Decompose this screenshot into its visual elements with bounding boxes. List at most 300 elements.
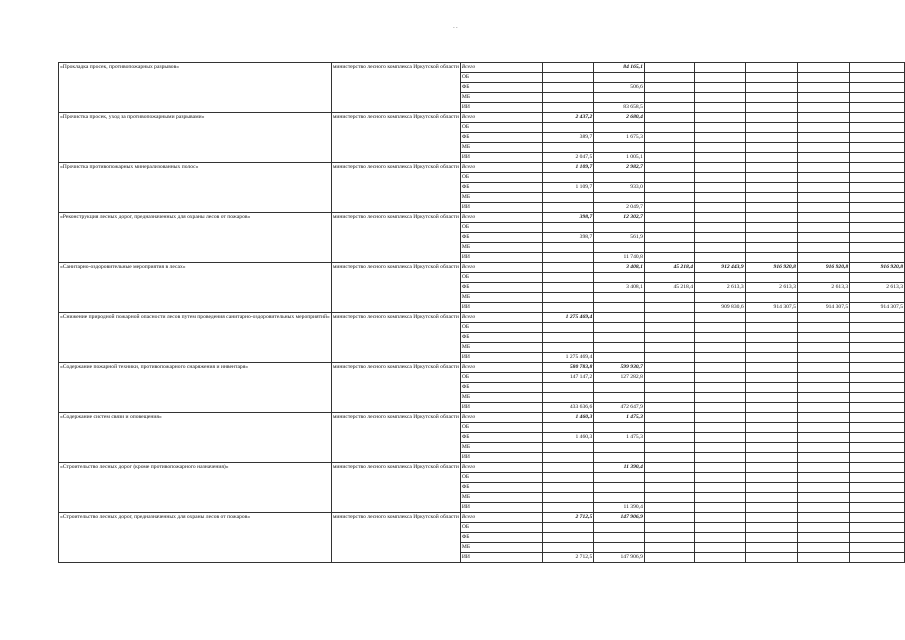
amount-cell — [644, 453, 694, 463]
funding-source: Всего — [460, 213, 542, 223]
amount-cell — [695, 293, 746, 303]
amount-cell — [644, 403, 694, 413]
amount-cell — [797, 63, 849, 73]
amount-cell — [644, 383, 694, 393]
funding-source: МБ — [460, 243, 542, 253]
amount-cell — [797, 173, 849, 183]
amount-cell — [594, 243, 645, 253]
amount-cell — [542, 533, 593, 543]
amount-cell — [695, 233, 746, 243]
amount-cell: 11 390,4 — [594, 463, 645, 473]
funding-source: ФБ — [460, 83, 542, 93]
amount-cell: 389,7 — [542, 133, 593, 143]
amount-cell — [695, 343, 746, 353]
funding-source: МБ — [460, 493, 542, 503]
amount-cell — [695, 453, 746, 463]
amount-cell — [594, 193, 645, 203]
funding-source: Всего — [460, 363, 542, 373]
amount-cell — [542, 173, 593, 183]
funding-source: ОБ — [460, 173, 542, 183]
amount-cell — [542, 503, 593, 513]
amount-cell — [644, 553, 694, 563]
amount-cell: 914 307,5 — [745, 303, 797, 313]
amount-cell: 1 275 469,4 — [542, 353, 593, 363]
amount-cell — [745, 523, 797, 533]
executor-name: министерство лесного комплекса Иркутской области — [331, 213, 460, 263]
amount-cell — [797, 423, 849, 433]
amount-cell — [850, 543, 905, 553]
funding-source: ФБ — [460, 183, 542, 193]
amount-cell — [797, 483, 849, 493]
funding-source: ФБ — [460, 383, 542, 393]
amount-cell — [644, 63, 694, 73]
funding-source: МБ — [460, 293, 542, 303]
amount-cell: 1 109,7 — [542, 183, 593, 193]
amount-cell — [850, 83, 905, 93]
amount-cell — [797, 363, 849, 373]
amount-cell — [695, 543, 746, 553]
amount-cell — [695, 153, 746, 163]
executor-name: министерство лесного комплекса Иркутской области — [331, 113, 460, 163]
amount-cell: 127 282,8 — [594, 373, 645, 383]
amount-cell — [745, 473, 797, 483]
amount-cell — [797, 513, 849, 523]
table-row — [59, 313, 905, 323]
amount-cell — [850, 463, 905, 473]
amount-cell — [797, 123, 849, 133]
amount-cell: 599 930,7 — [594, 363, 645, 373]
funding-source: ИИ — [460, 253, 542, 263]
amount-cell — [797, 73, 849, 83]
amount-cell — [850, 213, 905, 223]
amount-cell — [797, 393, 849, 403]
amount-cell — [644, 143, 694, 153]
table-row — [59, 363, 905, 373]
amount-cell — [797, 93, 849, 103]
amount-cell — [745, 293, 797, 303]
activity-name: «Санитарно-оздоровительные мероприятия в лесах» — [59, 263, 332, 313]
amount-cell — [797, 473, 849, 483]
amount-cell: 11 740,8 — [594, 253, 645, 263]
funding-source: ИИ — [460, 553, 542, 563]
amount-cell: 2 680,4 — [594, 113, 645, 123]
amount-cell — [745, 463, 797, 473]
amount-cell — [542, 283, 593, 293]
amount-cell — [850, 93, 905, 103]
amount-cell — [695, 553, 746, 563]
amount-cell — [797, 453, 849, 463]
amount-cell — [644, 463, 694, 473]
funding-source: ОБ — [460, 223, 542, 233]
amount-cell — [542, 303, 593, 313]
amount-cell: 147 906,9 — [594, 513, 645, 523]
amount-cell: 580 783,8 — [542, 363, 593, 373]
amount-cell — [542, 343, 593, 353]
amount-cell: 2 613,3 — [745, 283, 797, 293]
funding-source: Всего — [460, 463, 542, 473]
amount-cell — [797, 213, 849, 223]
amount-cell: 2 613,3 — [850, 283, 905, 293]
amount-cell — [850, 453, 905, 463]
amount-cell — [644, 353, 694, 363]
amount-cell — [850, 123, 905, 133]
amount-cell — [850, 233, 905, 243]
amount-cell — [594, 523, 645, 533]
amount-cell — [745, 143, 797, 153]
amount-cell — [745, 423, 797, 433]
amount-cell: 1 675,3 — [594, 133, 645, 143]
amount-cell — [797, 243, 849, 253]
amount-cell — [745, 73, 797, 83]
funding-source: ИИ — [460, 203, 542, 213]
amount-cell — [695, 373, 746, 383]
funding-source: Всего — [460, 513, 542, 523]
amount-cell — [850, 163, 905, 173]
amount-cell — [594, 453, 645, 463]
amount-cell — [695, 363, 746, 373]
amount-cell — [644, 183, 694, 193]
amount-cell — [695, 213, 746, 223]
amount-cell — [644, 513, 694, 523]
amount-cell — [695, 533, 746, 543]
amount-cell — [594, 383, 645, 393]
amount-cell: 561,9 — [594, 233, 645, 243]
amount-cell — [644, 203, 694, 213]
amount-cell — [542, 253, 593, 263]
amount-cell — [797, 323, 849, 333]
amount-cell — [644, 223, 694, 233]
amount-cell — [542, 103, 593, 113]
amount-cell — [850, 193, 905, 203]
amount-cell — [850, 143, 905, 153]
amount-cell — [594, 93, 645, 103]
amount-cell — [542, 193, 593, 203]
amount-cell — [797, 373, 849, 383]
amount-cell — [850, 403, 905, 413]
amount-cell — [644, 123, 694, 133]
amount-cell — [644, 393, 694, 403]
amount-cell — [850, 223, 905, 233]
amount-cell — [644, 243, 694, 253]
amount-cell: 933,0 — [594, 183, 645, 193]
amount-cell: 147 147,2 — [542, 373, 593, 383]
executor-name: министерство лесного комплекса Иркутской области — [331, 513, 460, 563]
amount-cell — [594, 353, 645, 363]
funding-source: МБ — [460, 93, 542, 103]
amount-cell — [644, 233, 694, 243]
executor-name: министерство лесного комплекса Иркутской области — [331, 463, 460, 513]
funding-source: ИИ — [460, 503, 542, 513]
amount-cell — [745, 483, 797, 493]
amount-cell — [745, 63, 797, 73]
amount-cell — [594, 123, 645, 133]
amount-cell — [644, 73, 694, 83]
amount-cell — [850, 73, 905, 83]
amount-cell — [695, 123, 746, 133]
table-row — [59, 213, 905, 223]
amount-cell: 1 005,1 — [594, 153, 645, 163]
amount-cell — [594, 323, 645, 333]
amount-cell — [542, 63, 593, 73]
amount-cell — [850, 333, 905, 343]
amount-cell — [797, 523, 849, 533]
amount-cell — [644, 483, 694, 493]
page-mark: - - — [453, 26, 458, 31]
amount-cell — [745, 223, 797, 233]
amount-cell — [850, 423, 905, 433]
table-row — [59, 113, 905, 123]
amount-cell: 2 982,7 — [594, 163, 645, 173]
amount-cell — [644, 493, 694, 503]
amount-cell — [797, 553, 849, 563]
amount-cell — [695, 503, 746, 513]
amount-cell — [850, 63, 905, 73]
amount-cell — [695, 483, 746, 493]
funding-source: ФБ — [460, 283, 542, 293]
funding-source: ОБ — [460, 323, 542, 333]
amount-cell: 916 920,8 — [850, 263, 905, 273]
amount-cell — [850, 433, 905, 443]
amount-cell — [594, 173, 645, 183]
funding-source: ФБ — [460, 483, 542, 493]
amount-cell — [644, 543, 694, 553]
amount-cell — [850, 523, 905, 533]
amount-cell — [850, 203, 905, 213]
amount-cell — [644, 473, 694, 483]
amount-cell — [850, 443, 905, 453]
amount-cell — [644, 93, 694, 103]
amount-cell — [594, 473, 645, 483]
amount-cell — [745, 403, 797, 413]
amount-cell — [695, 203, 746, 213]
amount-cell — [542, 493, 593, 503]
amount-cell — [797, 383, 849, 393]
amount-cell: 1 275 469,4 — [542, 313, 593, 323]
amount-cell — [644, 293, 694, 303]
amount-cell — [797, 543, 849, 553]
amount-cell — [695, 353, 746, 363]
amount-cell — [644, 303, 694, 313]
activity-name: «Содержание пожарной техники, противопожарного снаряжения и инвентаря» — [59, 363, 332, 413]
amount-cell — [850, 323, 905, 333]
amount-cell — [644, 373, 694, 383]
amount-cell: 45 218,4 — [644, 263, 694, 273]
funding-source: ОБ — [460, 373, 542, 383]
amount-cell — [644, 413, 694, 423]
amount-cell — [797, 203, 849, 213]
amount-cell — [644, 363, 694, 373]
budget-table — [58, 62, 905, 563]
amount-cell — [542, 223, 593, 233]
funding-source: Всего — [460, 163, 542, 173]
funding-source: ФБ — [460, 233, 542, 243]
table-row — [59, 163, 905, 173]
amount-cell: 472 647,9 — [594, 403, 645, 413]
amount-cell — [745, 433, 797, 443]
amount-cell — [594, 543, 645, 553]
amount-cell — [797, 163, 849, 173]
amount-cell — [850, 343, 905, 353]
amount-cell: 12 302,7 — [594, 213, 645, 223]
funding-source: ИИ — [460, 153, 542, 163]
funding-source: ИИ — [460, 403, 542, 413]
funding-source: Всего — [460, 63, 542, 73]
amount-cell — [745, 83, 797, 93]
amount-cell — [695, 313, 746, 323]
amount-cell — [542, 323, 593, 333]
amount-cell: 398,7 — [542, 213, 593, 223]
activity-name: «Снижение природной пожарной опасности лесов путем проведения санитарно-оздоровительных мероприятий» — [59, 313, 332, 363]
amount-cell — [797, 403, 849, 413]
amount-cell — [745, 133, 797, 143]
funding-source: Всего — [460, 313, 542, 323]
funding-source: ОБ — [460, 73, 542, 83]
amount-cell — [695, 193, 746, 203]
amount-cell — [542, 333, 593, 343]
amount-cell — [850, 503, 905, 513]
amount-cell — [850, 483, 905, 493]
amount-cell — [797, 353, 849, 363]
amount-cell — [695, 63, 746, 73]
funding-source: МБ — [460, 393, 542, 403]
funding-source: ИИ — [460, 353, 542, 363]
amount-cell — [644, 133, 694, 143]
amount-cell — [850, 413, 905, 423]
amount-cell — [695, 253, 746, 263]
amount-cell — [695, 113, 746, 123]
amount-cell — [850, 493, 905, 503]
amount-cell — [695, 173, 746, 183]
amount-cell — [797, 443, 849, 453]
amount-cell — [745, 163, 797, 173]
amount-cell — [745, 153, 797, 163]
amount-cell — [695, 423, 746, 433]
amount-cell — [542, 73, 593, 83]
amount-cell — [542, 453, 593, 463]
amount-cell — [797, 253, 849, 263]
activity-name: «Строительство лесных дорог, предназначенных для охраны лесов от пожаров» — [59, 513, 332, 563]
amount-cell: 433 636,6 — [542, 403, 593, 413]
amount-cell — [695, 243, 746, 253]
funding-source: ФБ — [460, 333, 542, 343]
amount-cell: 83 658,5 — [594, 103, 645, 113]
amount-cell: 147 906,9 — [594, 553, 645, 563]
amount-cell — [644, 423, 694, 433]
amount-cell — [644, 193, 694, 203]
amount-cell — [644, 163, 694, 173]
amount-cell: 84 165,1 — [594, 63, 645, 73]
amount-cell — [745, 453, 797, 463]
amount-cell — [594, 223, 645, 233]
amount-cell — [594, 143, 645, 153]
amount-cell — [850, 353, 905, 363]
amount-cell — [850, 363, 905, 373]
amount-cell — [850, 533, 905, 543]
amount-cell — [542, 263, 593, 273]
amount-cell — [850, 553, 905, 563]
amount-cell — [745, 123, 797, 133]
amount-cell — [850, 253, 905, 263]
amount-cell — [594, 313, 645, 323]
amount-cell — [644, 433, 694, 443]
amount-cell — [695, 383, 746, 393]
amount-cell: 916 920,8 — [797, 263, 849, 273]
amount-cell — [797, 313, 849, 323]
amount-cell: 2 712,5 — [542, 553, 593, 563]
amount-cell — [695, 413, 746, 423]
amount-cell — [797, 333, 849, 343]
amount-cell — [594, 303, 645, 313]
amount-cell — [594, 493, 645, 503]
amount-cell — [745, 333, 797, 343]
amount-cell — [850, 273, 905, 283]
amount-cell — [695, 133, 746, 143]
funding-source: ИИ — [460, 103, 542, 113]
amount-cell — [542, 273, 593, 283]
amount-cell — [644, 343, 694, 353]
amount-cell — [542, 83, 593, 93]
executor-name: министерство лесного комплекса Иркутской области — [331, 413, 460, 463]
amount-cell — [745, 343, 797, 353]
amount-cell — [695, 403, 746, 413]
table-row — [59, 413, 905, 423]
funding-source: ИИ — [460, 303, 542, 313]
amount-cell: 2 613,3 — [797, 283, 849, 293]
amount-cell — [745, 233, 797, 243]
amount-cell — [745, 553, 797, 563]
amount-cell — [797, 413, 849, 423]
amount-cell — [850, 473, 905, 483]
executor-name: министерство лесного комплекса Иркутской области — [331, 263, 460, 313]
funding-source: ОБ — [460, 523, 542, 533]
funding-source: МБ — [460, 143, 542, 153]
amount-cell — [644, 173, 694, 183]
amount-cell — [695, 73, 746, 83]
amount-cell — [594, 333, 645, 343]
amount-cell — [745, 203, 797, 213]
amount-cell — [695, 223, 746, 233]
table-row — [59, 63, 905, 73]
amount-cell — [695, 443, 746, 453]
amount-cell — [745, 313, 797, 323]
table-row — [59, 263, 905, 273]
amount-cell — [594, 483, 645, 493]
amount-cell — [745, 103, 797, 113]
amount-cell: 3 408,1 — [594, 263, 645, 273]
amount-cell — [644, 103, 694, 113]
amount-cell — [745, 383, 797, 393]
amount-cell — [695, 333, 746, 343]
amount-cell — [745, 93, 797, 103]
amount-cell — [797, 193, 849, 203]
amount-cell — [850, 293, 905, 303]
amount-cell — [797, 533, 849, 543]
amount-cell — [594, 533, 645, 543]
amount-cell: 2 049,7 — [594, 203, 645, 213]
amount-cell — [594, 293, 645, 303]
amount-cell — [797, 273, 849, 283]
executor-name: министерство лесного комплекса Иркутской области — [331, 313, 460, 363]
amount-cell — [695, 143, 746, 153]
amount-cell — [797, 463, 849, 473]
amount-cell — [644, 213, 694, 223]
funding-source: ОБ — [460, 423, 542, 433]
amount-cell — [644, 443, 694, 453]
amount-cell — [797, 83, 849, 93]
amount-cell — [745, 193, 797, 203]
amount-cell — [542, 123, 593, 133]
amount-cell: 912 443,9 — [695, 263, 746, 273]
